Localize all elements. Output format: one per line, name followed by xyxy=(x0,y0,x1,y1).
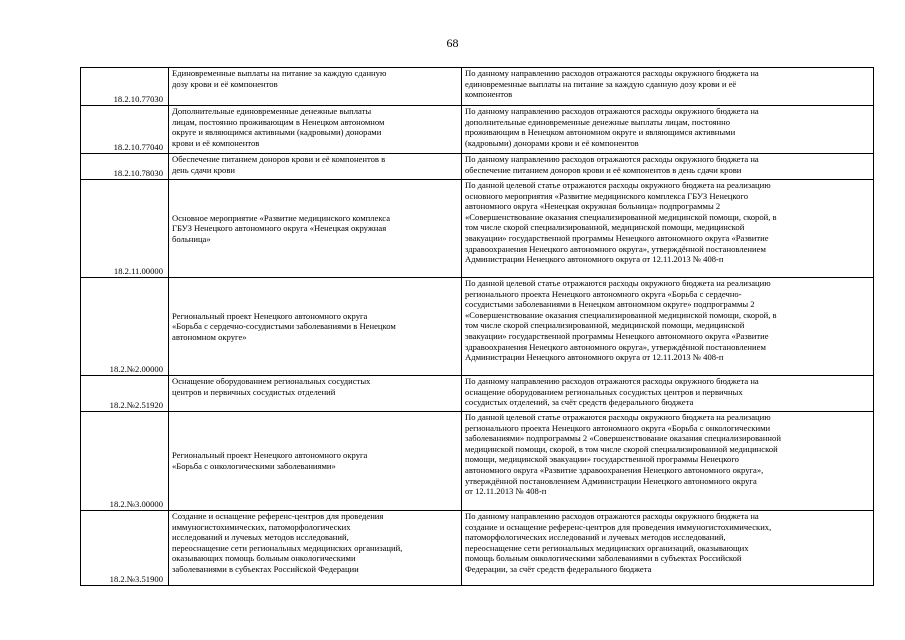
table-row xyxy=(81,278,874,376)
target-article-name: Региональный проект Ненецкого автономного округа «Борьба с сердечно-сосудистыми заболеваниями в Ненецком автономном округе» xyxy=(169,278,462,376)
target-article-description: По данному направлению расходов отражаются расходы окружного бюджета на единовременные выплаты на питание за каждую сданную дозу крови и её компонентов xyxy=(462,68,874,106)
target-article-description: По данному направлению расходов отражаются расходы окружного бюджета на создание и оснащение референс-центров для проведения иммуногистохимических, патоморфологических исследований и лучевых методов исследований, переоснащение сети региональных медицинских организаций, оказывающих помощь больным онкологическими заболеваниями в субъектах Российской Федерации, за счёт средств федерального бюджета xyxy=(462,511,874,586)
table-row xyxy=(81,412,874,511)
target-article-name: Создание и оснащение референс-центров для проведения иммуногистохимических, патоморфологических исследований и лучевых методов исследований, переоснащение сети региональных медицинских организаций, оказывающих помощь больным онкологическими заболеваниями в субъектах Российской Федерации xyxy=(169,511,462,586)
table-row xyxy=(81,68,874,106)
target-article-description: По данному направлению расходов отражаются расходы окружного бюджета на обеспечение питанием доноров крови и её компонентов в день сдачи крови xyxy=(462,154,874,180)
target-article-description: По данной целевой статье отражаются расходы окружного бюджета на реализацию регионального проекта Ненецкого автономного округа «Борьба с сердечно- сосудистыми заболеваниями в Ненецком автономном округе» подпрограммы 2 «Совершенствование оказания специализированной медицинской помощи, скорой, в том числе скорой специализированной, медицинской помощи, медицинской эвакуации» государственной программы Ненецкого автономного округа «Развитие здравоохранения Ненецкого автономного округа», утверждённой постановлением Администрации Ненецкого автономного округа от 12.11.2013 № 408-п xyxy=(462,278,874,376)
budget-classification-table xyxy=(80,67,874,586)
target-article-name: Дополнительные единовременные денежные выплаты лицам, постоянно проживающим в Ненецком автономном округе и являющимся активными (кадровыми) донорами крови и её компонентов xyxy=(169,106,462,154)
target-article-code: 18.2.10.78030 xyxy=(81,154,169,180)
target-article-description: По данному направлению расходов отражаются расходы окружного бюджета на дополнительные единовременные денежные выплаты лицам, постоянно проживающим в Ненецком автономном округе и являющимся активными (кадровыми) донорами крови и её компонентов xyxy=(462,106,874,154)
target-article-name: Обеспечение питанием доноров крови и её компонентов в день сдачи крови xyxy=(169,154,462,180)
target-article-code: 18.2.10.77030 xyxy=(81,68,169,106)
target-article-name: Оснащение оборудованием региональных сосудистых центров и первичных сосудистых отделений xyxy=(169,376,462,412)
target-article-code: 18.2.№2.51920 xyxy=(81,376,169,412)
page-number: 68 xyxy=(446,36,459,50)
target-article-code: 18.2.10.77040 xyxy=(81,106,169,154)
target-article-code: 18.2.№2.00000 xyxy=(81,278,169,376)
target-article-code: 18.2.11.00000 xyxy=(81,180,169,278)
target-article-name: Региональный проект Ненецкого автономного округа «Борьба с онкологическими заболеваниями» xyxy=(169,412,462,511)
target-article-description: По данной целевой статье отражаются расходы окружного бюджета на реализацию основного мероприятия «Развитие медицинского комплекса ГБУЗ Ненецкого автономного округа «Ненецкая окружная больница» подпрограммы 2 «Совершенствование оказания специализированной медицинской помощи, скорой, в том числе скорой специализированной, медицинской помощи, медицинской эвакуации» государственной программы Ненецкого автономного округа «Развитие здравоохранения Ненецкого автономного округа», утверждённой постановлением Администрации Ненецкого автономного округа от 12.11.2013 № 408-п xyxy=(462,180,874,278)
table-row xyxy=(81,511,874,586)
target-article-code: 18.2.№3.00000 xyxy=(81,412,169,511)
target-article-name: Единовременные выплаты на питание за каждую сданную дозу крови и её компонентов xyxy=(169,68,462,106)
table-row xyxy=(81,180,874,278)
table-row xyxy=(81,154,874,180)
table-row xyxy=(81,106,874,154)
target-article-code: 18.2.№3.51900 xyxy=(81,511,169,586)
target-article-name: Основное мероприятие «Развитие медицинского комплекса ГБУЗ Ненецкого автономного округа «Ненецкая окружная больница» xyxy=(169,180,462,278)
target-article-description: По данной целевой статье отражаются расходы окружного бюджета на реализацию регионального проекта Ненецкого автономного округа «Борьба с онкологическими заболеваниями» подпрограммы 2 «Совершенствование оказания специализированной медицинской помощи, скорой, в том числе скорой специализированной медицинской помощи, медицинской эвакуации» государственной программы Ненецкого автономного округа «Развитие здравоохранения Ненецкого автономного округа», утверждённой постановлением Администрации Ненецкого автономного округа от 12.11.2013 № 408-п xyxy=(462,412,874,511)
target-article-description: По данному направлению расходов отражаются расходы окружного бюджета на оснащение оборудованием региональных сосудистых центров и первичных сосудистых отделений, за счёт средств федерального бюджета xyxy=(462,376,874,412)
table-row xyxy=(81,376,874,412)
